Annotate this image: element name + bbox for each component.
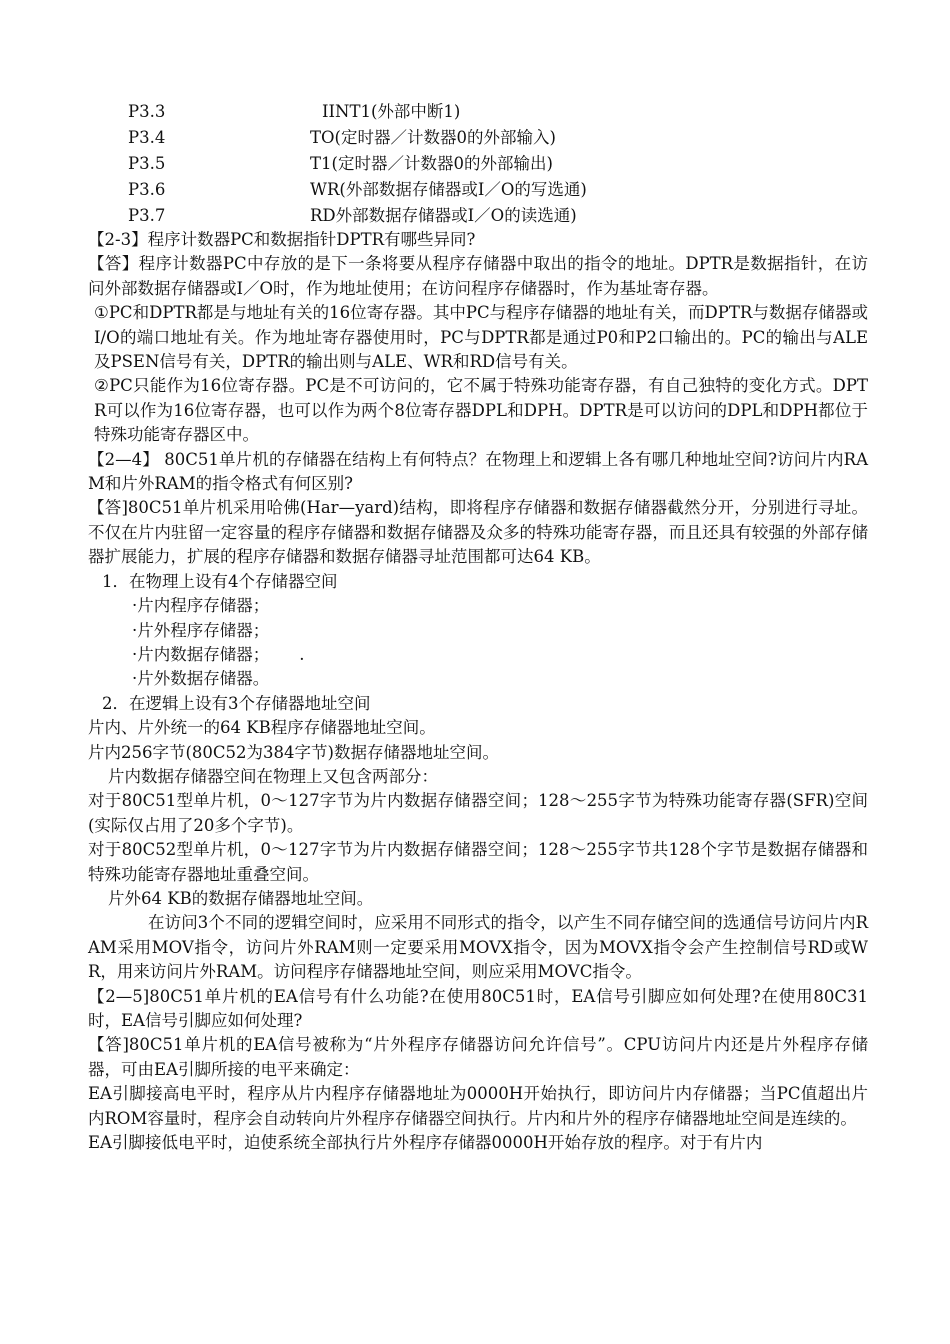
question-2-5: 【2—5]80C51单片机的EA信号有什么功能?在使用80C51时，EA信号引脚应如何处理?在使用80C31时，EA信号引脚应如何处理? <box>88 986 868 1030</box>
answer-2-4: 【答]80C51单片机采用哈佛(Har—yard)结构，即将程序存储器和数据存储器截然分开，分别进行寻址。不仅在片内驻留一定容量的程序存储器和数据存储器及众多的特殊功能寄存器，而且还具有较强的外部存储器扩展能力，扩展的程序存储器和数据存储器寻址范围都可达64 KB。 <box>88 498 868 567</box>
pin-row-p3-7 <box>88 204 868 228</box>
c52-note: 对于80C52型单片机，0～127字节为片内数据存储器空间；128～255字节共128个字节是数据存储器和特殊功能寄存器地址重叠空间。 <box>88 840 868 884</box>
answer-2-5: 【答]80C51单片机的EA信号被称为“片外程序存储器访问允许信号”。CPU访问片内还是片外程序存储器，可由EA引脚所接的电平来确定： <box>88 1035 868 1079</box>
c51-note: 对于80C51型单片机，0～127字节为片内数据存储器空间；128～255字节为特殊功能寄存器(SFR)空间(实际仅占用了20多个字节)。 <box>88 791 868 835</box>
pin-name: P3.5 <box>128 154 166 173</box>
logical-item-3: 片外64 KB的数据存储器地址空间。 <box>108 888 374 908</box>
pin-function: T1(定时器／计数器0的外部输出) <box>310 154 553 173</box>
logical-item-2-sub: 片内数据存储器空间在物理上又包含两部分： <box>108 766 438 786</box>
pin-function: TO(定时器／计数器0的外部输入) <box>310 128 556 147</box>
answer-2-3-point-1: ①PC和DPTR都是与地址有关的16位寄存器。其中PC与程序存储器的地址有关，而DPTR与数据存储器或I/O的端口地址有关。作为地址寄存器使用时，PC与DPTR都是通过P0和P2口输出的。PC的输出与ALE及PSEN信号有关，DPTR的输出则与ALE、WR和RD信号有关。 <box>94 303 868 372</box>
logical-item-2: 片内256字节(80C52为384字节)数据存储器地址空间。 <box>88 742 499 762</box>
pin-row-p3-4 <box>88 126 868 152</box>
logical-item-1: 片内、片外统一的64 KB程序存储器地址空间。 <box>88 718 436 738</box>
document-page <box>88 100 868 1155</box>
pin-function: WR(外部数据存储器或I／O的写选通) <box>310 180 587 199</box>
question-2-4: 【2—4】 80C51单片机的存储器在结构上有何特点？在物理上和逻辑上各有哪几种地址空间?访问片内RAM和片外RAM的指令格式有何区别? <box>88 449 868 494</box>
pin-row-p3-6 <box>88 178 868 204</box>
pin-function: RD外部数据存储器或I／O的读选通) <box>310 206 577 225</box>
question-2-3: 【2-3】程序计数器PC和数据指针DPTR有哪些异同? <box>88 230 476 249</box>
list-item: ·片外数据存储器。 <box>132 669 270 689</box>
list-item: ·片内程序存储器； <box>132 596 270 616</box>
pin-function: IINT1(外部中断1) <box>322 102 461 121</box>
answer-2-3-point-2: ②PC只能作为16位寄存器。PC是不可访问的，它不属于特殊功能寄存器，有自己独特的变化方式。DPTR可以作为16位寄存器，也可以作为两个8位寄存器DPL和DPH。DPTR是可以访问的DPL和DPH都位于特殊功能寄存器区中。 <box>94 376 868 445</box>
ea-high-note: EA引脚接高电平时，程序从片内程序存储器地址为0000H开始执行，即访问片内存储器；当PC值超出片内ROM容量时，程序会自动转向片外程序存储器空间执行。片内和片外的程序存储器地址空间是连续的。 <box>88 1084 868 1128</box>
answer-2-3: 【答】程序计数器PC中存放的是下一条将要从程序存储器中取出的指令的地址。DPTR是数据指针，在访问外部数据存储器或I／O时，作为地址使用；在访问程序存储器时，作为基址寄存器。 <box>88 254 868 298</box>
pin-name: P3.4 <box>128 128 166 147</box>
pin-name: P3.7 <box>128 206 166 225</box>
pin-row-p3-3 <box>88 100 868 126</box>
logical-heading: 2．在逻辑上设有3个存储器地址空间 <box>102 693 371 713</box>
pin-name: P3.3 <box>128 102 166 121</box>
physical-heading: 1．在物理上设有4个存储器空间 <box>102 571 338 591</box>
access-note: 在访问3个不同的逻辑空间时，应采用不同形式的指令，以产生不同存储空间的选通信号访问片内RAM采用MOV指令，访问片外RAM则一定要采用MOVX指令，因为MOVX指令会产生控制信号RD或WR，用来访问片外RAM。访问程序存储器地址空间，则应采用MOVC指令。 <box>88 913 868 982</box>
pin-row-p3-5 <box>88 152 868 178</box>
list-item: ·片内数据存储器； . <box>132 644 305 664</box>
ea-low-note: EA引脚接低电平时，迫使系统全部执行片外程序存储器0000H开始存放的程序。对于有片内 <box>88 1133 763 1153</box>
pin-name: P3.6 <box>128 180 166 199</box>
list-item: ·片外程序存储器； <box>132 620 270 640</box>
